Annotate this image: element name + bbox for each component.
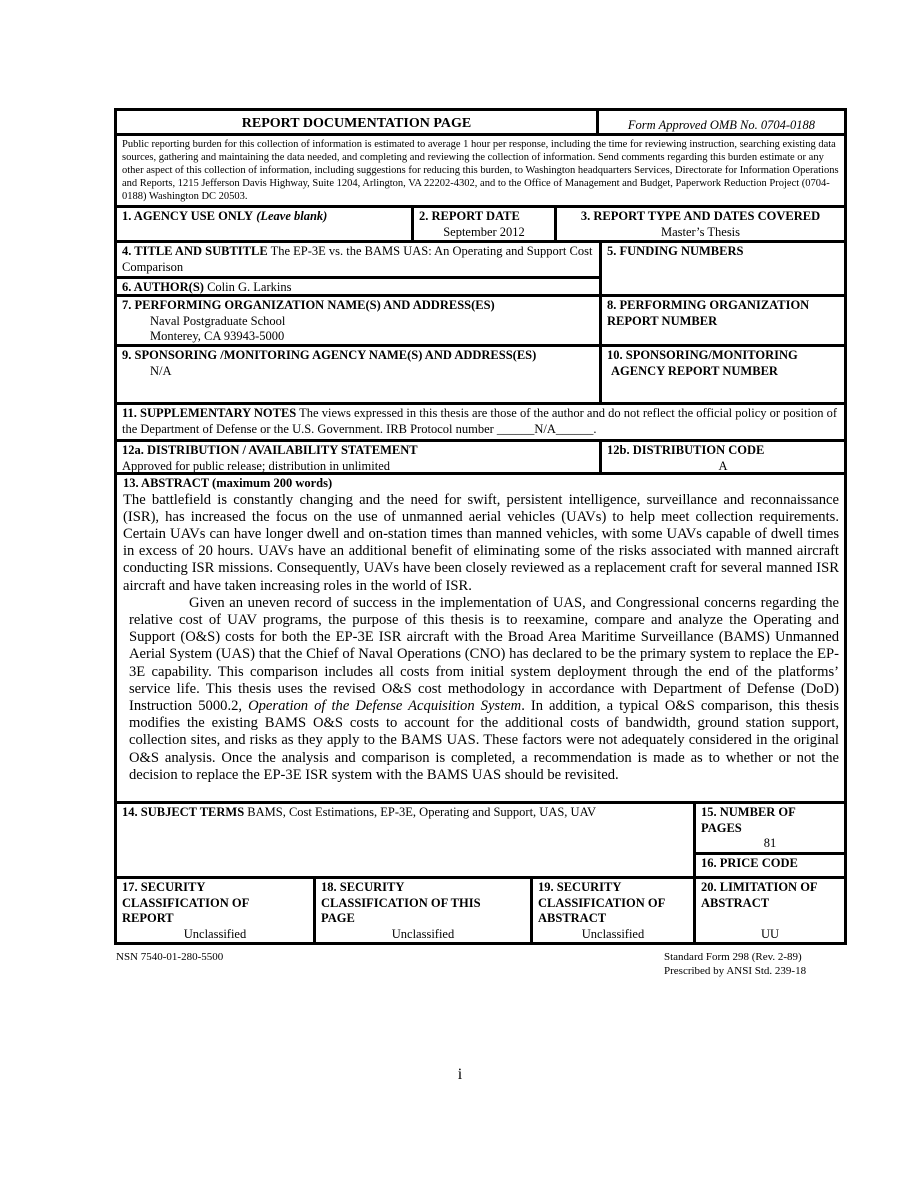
- classification-of-abstract-l1: 19. SECURITY: [538, 880, 622, 894]
- performing-org-report-label-2: REPORT NUMBER: [607, 313, 718, 328]
- burden-statement-row: [114, 136, 847, 208]
- abstract-paragraph-2-a: Given an uneven record of success in the implementation of UAS, and Congressional concerns regarding the relative cost of UAV programs, the purpose of this thesis is to reexamine, compare and analyze the Operating and Support (O&S) costs for both the EP-3E ISR aircraft with the Broad Area Maritime Surveillance (BAMS) Unmanned Aerial System (UAS) that the Chief of Naval Operations (CNO) has declared to be the primary system to replace the EP-3E capability. This comparison includes all costs from initial system deployment through the end of the platforms’ service life. This thesis uses the revised O&S cost methodology in accordance with Department of Defense (DoD) Instruction 5000.2,: [129, 594, 839, 715]
- report-date-label: 2. REPORT DATE: [419, 209, 520, 223]
- classification-of-report-l1: 17. SECURITY: [122, 880, 206, 894]
- abstract-field: [117, 475, 844, 801]
- distribution-statement-field: [117, 442, 599, 472]
- performing-org-field: [117, 297, 599, 344]
- limitation-of-abstract-l1: 20. LIMITATION OF: [701, 880, 818, 894]
- sponsoring-agency-value: N/A: [150, 363, 172, 378]
- abstract-paragraph-2: [123, 595, 839, 784]
- funding-numbers-field: 5. FUNDING NUMBERS: [599, 243, 844, 294]
- abstract-row: [114, 475, 847, 804]
- nsn-number: NSN 7540-01-280-5500: [116, 951, 224, 963]
- classification-of-report-value: Unclassified: [183, 926, 247, 941]
- supplementary-notes-row: [114, 405, 847, 442]
- classification-of-report-l3: REPORT: [122, 911, 174, 926]
- pages-price-stack: [693, 804, 844, 876]
- report-date-field: [411, 208, 554, 240]
- standard-form-info: [664, 950, 806, 978]
- subject-terms-field: [117, 804, 693, 876]
- fields-7-8-row: [114, 297, 847, 347]
- classification-of-report-field: [117, 879, 313, 942]
- form-approved-label: Form Approved OMB No. 0704-0188: [596, 111, 844, 133]
- classification-of-page-field: [313, 879, 530, 942]
- distribution-code-label: 12b. DISTRIBUTION CODE: [607, 443, 765, 457]
- number-of-pages-field: [696, 804, 844, 852]
- subject-terms-value: BAMS, Cost Estimations, EP-3E, Operating and Support, UAS, UAV: [247, 805, 597, 819]
- classification-of-abstract-field: [530, 879, 693, 942]
- classification-of-page-l1: 18. SECURITY: [321, 880, 405, 894]
- classification-of-report-l2: CLASSIFICATION OF: [122, 895, 250, 910]
- distribution-row: [114, 442, 847, 475]
- abstract-paragraph-2-b: . In addition, a typical O&S comparison, this thesis modifies the existing BAMS O&S costs to account for the additional costs of bandwidth, ground station support, collection sites, and risks as they apply to the BAMS UAS. These factors were not adequately considered in the original O&S analysis. Once the analysis and comparison is completed, a recommendation is made as to whether or not the decision to replace the EP-3E ISR system with the BAMS UAS should be revisited.: [129, 698, 840, 783]
- distribution-code-value: A: [718, 458, 728, 473]
- page-number: i: [457, 1066, 463, 1083]
- subject-terms-label: 14. SUBJECT TERMS: [122, 805, 245, 819]
- fields-1-3-row: [114, 208, 847, 243]
- form-header-row: [114, 108, 847, 136]
- supplementary-notes-label: 11. SUPPLEMENTARY NOTES: [122, 406, 297, 420]
- performing-org-line2: Monterey, CA 93943-5000: [150, 329, 285, 344]
- sponsoring-agency-field: [117, 347, 599, 402]
- subject-terms-row: [114, 804, 847, 879]
- number-of-pages-value: 81: [763, 836, 777, 851]
- classification-of-page-l2: CLASSIFICATION OF THIS: [321, 895, 481, 910]
- report-documentation-form: [114, 108, 847, 945]
- report-type-field: [554, 208, 844, 240]
- title-subtitle-field: [117, 243, 599, 276]
- number-of-pages-label-2: PAGES: [701, 820, 742, 835]
- agency-use-only-label: 1. AGENCY USE ONLY: [122, 209, 254, 223]
- performing-org-line1: Naval Postgraduate School: [150, 313, 286, 328]
- classification-of-abstract-value: Unclassified: [581, 926, 645, 941]
- performing-org-report-number-field: [599, 297, 844, 344]
- fields-4-6-row: [114, 243, 847, 297]
- author-field: [117, 276, 599, 297]
- distribution-code-field: [599, 442, 844, 472]
- classification-of-abstract-l2: CLASSIFICATION OF: [538, 895, 666, 910]
- number-of-pages-label-1: 15. NUMBER OF: [701, 805, 796, 819]
- abstract-paragraph-2-italic: Operation of the Defense Acquisition System: [248, 698, 522, 715]
- distribution-statement-value: Approved for public release; distribution in unlimited: [122, 458, 390, 473]
- report-date-value: September 2012: [443, 224, 525, 239]
- performing-org-report-label-1: 8. PERFORMING ORGANIZATION: [607, 298, 810, 312]
- classification-of-page-l3: PAGE: [321, 911, 355, 926]
- author-label: 6. AUTHOR(S): [122, 280, 204, 295]
- report-type-value: Master’s Thesis: [660, 224, 741, 239]
- classification-of-page-value: Unclassified: [391, 926, 455, 941]
- limitation-of-abstract-field: [693, 879, 844, 942]
- abstract-label: 13. ABSTRACT (maximum 200 words): [123, 476, 333, 490]
- distribution-statement-label: 12a. DISTRIBUTION / AVAILABILITY STATEMENT: [122, 443, 418, 457]
- title-author-stack: [117, 243, 599, 294]
- sponsoring-agency-label: 9. SPONSORING /MONITORING AGENCY NAME(S) AND ADDRESS(ES): [122, 348, 537, 362]
- burden-statement: Public reporting burden for this collection of information is estimated to average 1 hour per response, including the time for reviewing instruction, searching existing data sources, gathering and maintaining the data needed, and completing and reviewing the collection of information. Send comments regarding this burden estimate or any other aspect of this collection of information, including suggestions for reducing this burden, to Washington headquarters Services, Directorate for Information Operations and Reports, 1215 Jefferson Davis Highway, Suite 1204, Arlington, VA 22202-4302, and to the Office of Management and Budget, Paperwork Reduction Project (0704-0188) Washington DC 20503.: [122, 139, 839, 202]
- standard-form-line-2: Prescribed by ANSI Std. 239-18: [664, 965, 807, 977]
- performing-org-label: 7. PERFORMING ORGANIZATION NAME(S) AND ADDRESS(ES): [122, 298, 495, 312]
- report-type-label: 3. REPORT TYPE AND DATES COVERED: [580, 209, 821, 223]
- title-subtitle-label: 4. TITLE AND SUBTITLE: [122, 244, 268, 258]
- sponsoring-report-number-field: [599, 347, 844, 402]
- form-title: REPORT DOCUMENTATION PAGE: [241, 116, 472, 131]
- standard-form-line-1: Standard Form 298 (Rev. 2-89): [664, 951, 802, 963]
- abstract-paragraph-1: The battlefield is constantly changing and the need for swift, persistent intelligence, surveillance and reconnaissance (ISR), has increased the focus on the use of unmanned aerial vehicles (UAVs) to help meet collection requirements. Certain UAVs can have longer dwell and on-station times than manned vehicles, with some UAVs capable of dwell times in excess of 20 hours. UAVs have an additional benefit of eliminating some of the risks associated with manned aircraft conducting ISR missions. Consequently, UAVs have been closely reviewed as a replacement craft for several manned ISR aircraft and have taken increasing roles in the world of ISR.: [123, 491, 839, 594]
- title-subtitle-value: The EP-3E vs. the BAMS UAS: An Operating and Support Cost Comparison: [122, 244, 593, 274]
- supplementary-notes-value: The views expressed in this thesis are those of the author and do not reflect the official policy or position of the Department of Defense or the U.S. Government. IRB Protocol number ______N/A______.: [122, 406, 837, 436]
- sponsoring-report-label-2: AGENCY REPORT NUMBER: [611, 363, 778, 378]
- supplementary-notes-field: [117, 405, 844, 439]
- limitation-of-abstract-l2: ABSTRACT: [701, 895, 770, 910]
- author-value: Colin G. Larkins: [207, 280, 292, 295]
- classification-of-abstract-l3: ABSTRACT: [538, 911, 607, 926]
- sponsoring-report-label-1: 10. SPONSORING/MONITORING: [607, 348, 798, 362]
- agency-use-only-note: (Leave blank): [256, 209, 328, 223]
- price-code-field: 16. PRICE CODE: [696, 852, 844, 876]
- agency-use-only-field: [117, 208, 411, 240]
- limitation-of-abstract-value: UU: [760, 926, 780, 941]
- fields-9-10-row: [114, 347, 847, 405]
- security-classification-row: [114, 879, 847, 945]
